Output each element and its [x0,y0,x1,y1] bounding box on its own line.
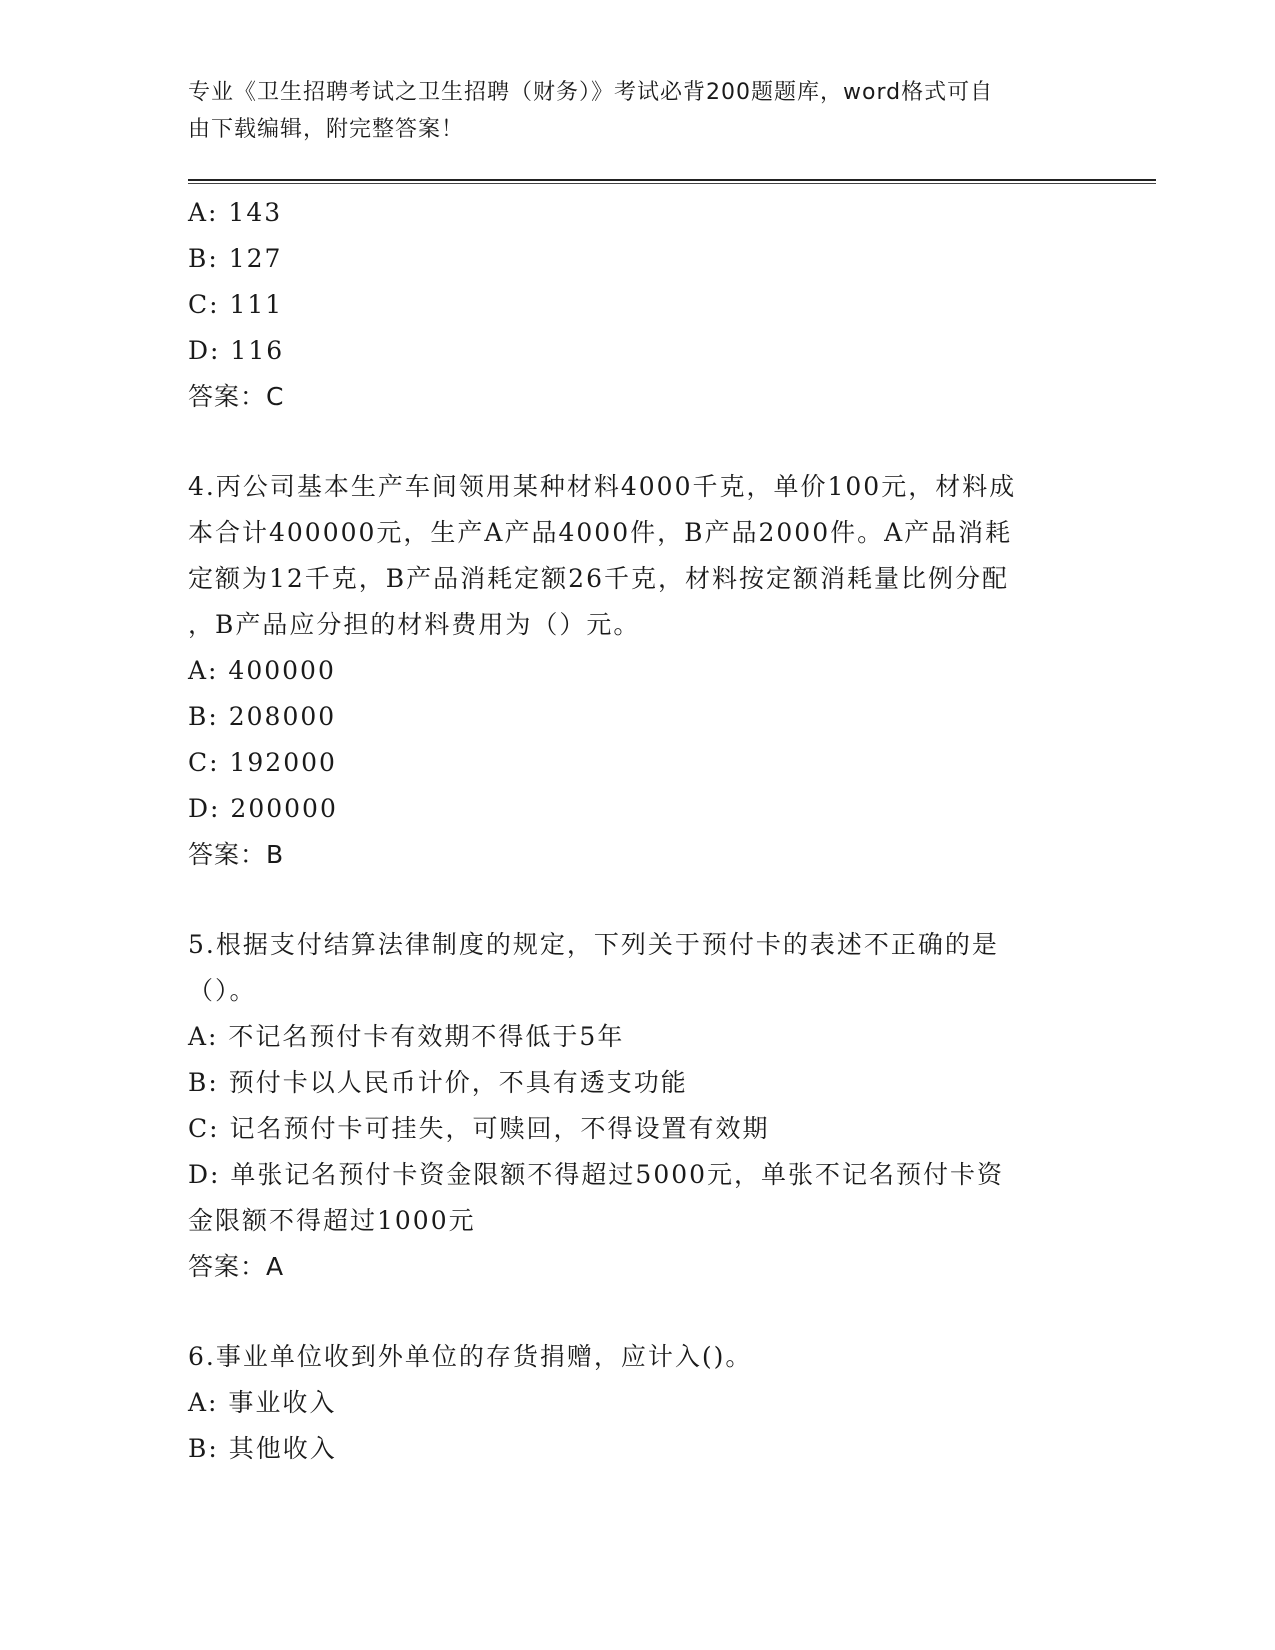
option-b: B: 127 [188,244,283,273]
option-b: B: 其他收入 [188,1434,337,1463]
option-c: C: 111 [188,290,284,319]
option-b: B: 208000 [188,702,337,731]
option-d: D: 116 [188,336,285,365]
option-a: A: 400000 [188,656,336,685]
answer-label: 答案：C [188,382,285,411]
option-d: D: 200000 [188,794,338,823]
question-6 [188,1334,1088,1472]
question-stem-line: 5.根据支付结算法律制度的规定，下列关于预付卡的表述不正确的是 [188,930,999,959]
option-c: C: 192000 [188,748,337,777]
spacer [188,878,1088,922]
header-title-line-1: 专业《卫生招聘考试之卫生招聘（财务）》考试必背200题题库，word格式可自 [188,80,994,105]
option-d-continued: 金限额不得超过1000元 [188,1206,476,1235]
answer-label: 答案：B [188,840,285,869]
header-divider-thick [188,179,1156,181]
question-3 [188,190,1088,420]
question-stem-line: ，B产品应分担的材料费用为（）元。 [188,610,641,639]
question-list [188,190,1088,1472]
question-4 [188,464,1088,878]
question-5 [188,922,1088,1290]
question-stem-line: 6.事业单位收到外单位的存货捐赠，应计入()。 [188,1342,753,1371]
option-b: B: 预付卡以人民币计价，不具有透支功能 [188,1068,688,1097]
document-header [188,74,1068,148]
header-divider-thin [188,183,1156,184]
question-stem-line: （）。 [188,976,257,1005]
option-a: A: 143 [188,198,283,227]
question-stem-line: 定额为12千克，B产品消耗定额26千克，材料按定额消耗量比例分配 [188,564,1009,593]
spacer [188,1290,1088,1334]
option-a: A: 事业收入 [188,1388,337,1417]
answer-label: 答案：A [188,1252,285,1281]
question-stem-line: 本合计400000元，生产A产品4000件，B产品2000件。A产品消耗 [188,518,1013,547]
option-a: A: 不记名预付卡有效期不得低于5年 [188,1022,625,1051]
spacer [188,420,1088,464]
header-title-line-2: 由下载编辑，附完整答案！ [188,117,465,142]
option-d: D: 单张记名预付卡资金限额不得超过5000元，单张不记名预付卡资 [188,1160,1005,1189]
option-c: C: 记名预付卡可挂失，可赎回，不得设置有效期 [188,1114,770,1143]
question-stem-line: 4.丙公司基本生产车间领用某种材料4000千克，单价100元，材料成 [188,472,1017,501]
